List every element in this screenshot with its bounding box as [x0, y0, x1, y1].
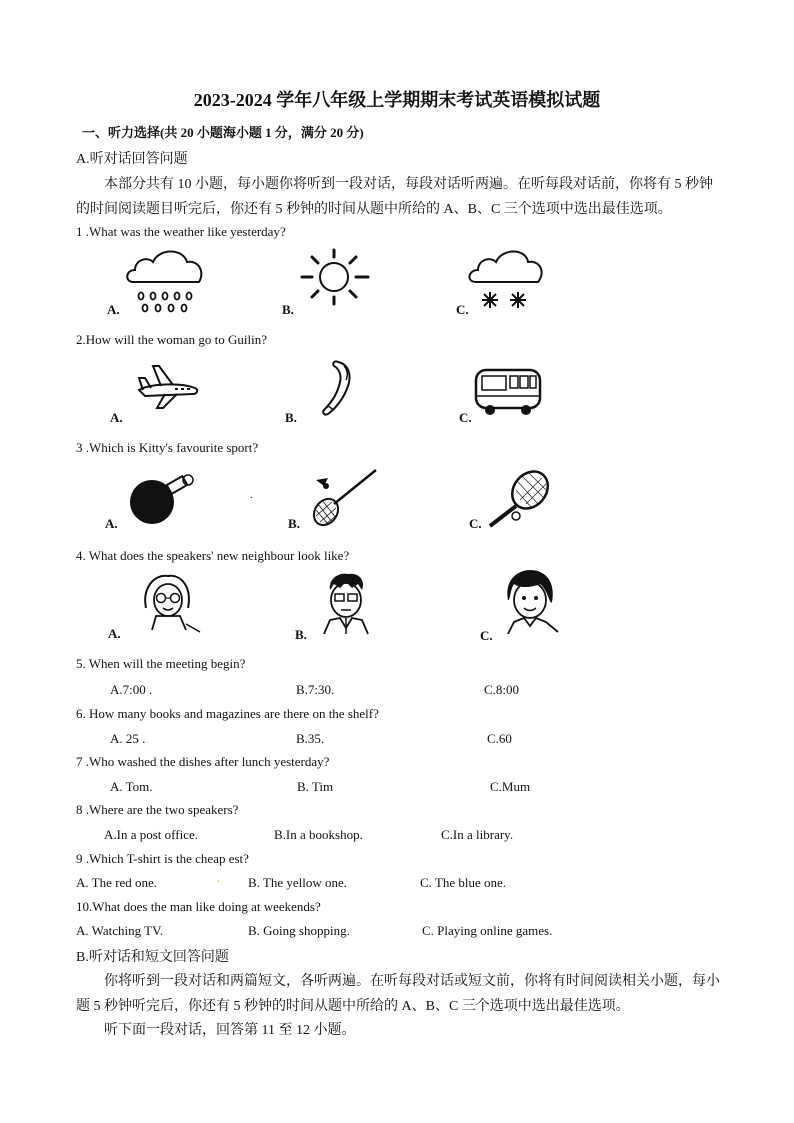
question-1: 1 .What was the weather like yesterday?: [76, 224, 286, 239]
q9-option-c: C. The blue one.: [420, 875, 507, 890]
q1-option-b-label: B.: [282, 302, 294, 317]
q5-option-c: C.8:00: [484, 682, 520, 697]
girl-with-glasses-icon: [136, 572, 202, 634]
q6-option-b: B.35.: [296, 731, 325, 746]
q7-option-b: B. Tim: [297, 779, 334, 794]
q2-option-c-label: C.: [459, 410, 472, 425]
q3-option-c-label: C.: [469, 516, 482, 531]
stray-dot: .: [250, 490, 253, 501]
q2-option-a-label: A.: [110, 410, 123, 425]
q4-option-b-label: B.: [295, 627, 307, 642]
q4-option-c-label: C.: [480, 628, 493, 643]
partB-label: B.听对话和短文回答问题: [76, 950, 229, 965]
partB-instruction-line-1: 你将听到一段对话和两篇短文，各听两遍。在听每段对话或短文前，你将有时间阅读相关小题，每小: [104, 974, 720, 989]
q5-option-a: A.7:00 .: [110, 682, 153, 697]
q3-option-a-label: A.: [105, 516, 118, 531]
q9-option-a: A. The red one.: [76, 875, 157, 890]
q9-option-b: B. The yellow one.: [248, 875, 348, 890]
question-10: 10.What does the man like doing at weekends?: [76, 899, 321, 914]
q10-option-c: C. Playing online games.: [422, 923, 553, 938]
airplane-icon: [135, 362, 201, 412]
q2-option-b-label: B.: [285, 410, 297, 425]
question-3: 3 .Which is Kitty's favourite sport?: [76, 440, 259, 455]
man-with-glasses-icon: [318, 572, 374, 636]
question-2: 2.How will the woman go to Guilin?: [76, 332, 268, 347]
q8-option-a: A.In a post office.: [104, 827, 198, 842]
tennis-racket-icon: [486, 468, 554, 530]
page-title: 2023-2024 学年八年级上学期期末考试英语模拟试题: [193, 90, 601, 110]
question-5: 5. When will the meeting begin?: [76, 656, 246, 671]
question-8: 8 .Where are the two speakers?: [76, 802, 239, 817]
q6-option-c: C.60: [487, 731, 512, 746]
partA-instruction-line-1: 本部分共有 10 小题，每小题你将听到一段对话，每段对话听两遍。在听每段对话前，你将有 5 秒钟: [104, 177, 713, 192]
sun-icon: [296, 246, 376, 308]
q5-option-b: B.7:30.: [296, 682, 335, 697]
boomerang-icon: [318, 358, 358, 420]
section1-heading: 一、听力选择(共 20 小题海小题 1 分，满分 20 分): [82, 125, 364, 140]
q3-option-b-label: B.: [288, 516, 300, 531]
question-7: 7 .Who washed the dishes after lunch yesterday?: [76, 754, 330, 769]
question-9: 9 .Which T-shirt is the cheap est?: [76, 851, 249, 866]
q6-option-a: A. 25 .: [110, 731, 146, 746]
stray-mark: .: [217, 871, 220, 885]
rain-cloud-icon: [125, 248, 207, 312]
badminton-racket-icon: [312, 466, 380, 528]
question-6: 6. How many books and magazines are there on the shelf?: [76, 706, 379, 721]
girl-short-hair-icon: [500, 570, 562, 636]
q7-option-a: A. Tom.: [110, 779, 153, 794]
q8-option-c: C.In a library.: [441, 827, 514, 842]
q7-option-c: C.Mum: [490, 779, 531, 794]
partB-listen-prompt: 听下面一段对话，回答第 11 至 12 小题。: [104, 1023, 356, 1038]
q10-option-a: A. Watching TV.: [76, 923, 164, 938]
question-4: 4. What does the speakers' new neighbour look like?: [76, 548, 350, 563]
snow-cloud-icon: [466, 246, 546, 314]
q4-option-a-label: A.: [108, 626, 121, 641]
q10-option-b: B. Going shopping.: [248, 923, 350, 938]
ping-pong-paddle-icon: [128, 470, 198, 526]
partA-label: A.听对话回答问题: [76, 152, 188, 167]
partA-instruction-line-2: 的时间阅读题目听完后，你还有 5 秒钟的时间从题中所给的 A、B、C 三个选项中选出最佳选项。: [76, 202, 672, 217]
bus-icon: [472, 366, 544, 418]
q8-option-b: B.In a bookshop.: [274, 827, 363, 842]
q1-option-a-label: A.: [107, 302, 120, 317]
partB-instruction-line-2: 题 5 秒钟听完后，你还有 5 秒钟的时间从题中所给的 A、B、C 三个选项中选出最佳选项。: [76, 999, 630, 1014]
q1-option-c-label: C.: [456, 302, 469, 317]
